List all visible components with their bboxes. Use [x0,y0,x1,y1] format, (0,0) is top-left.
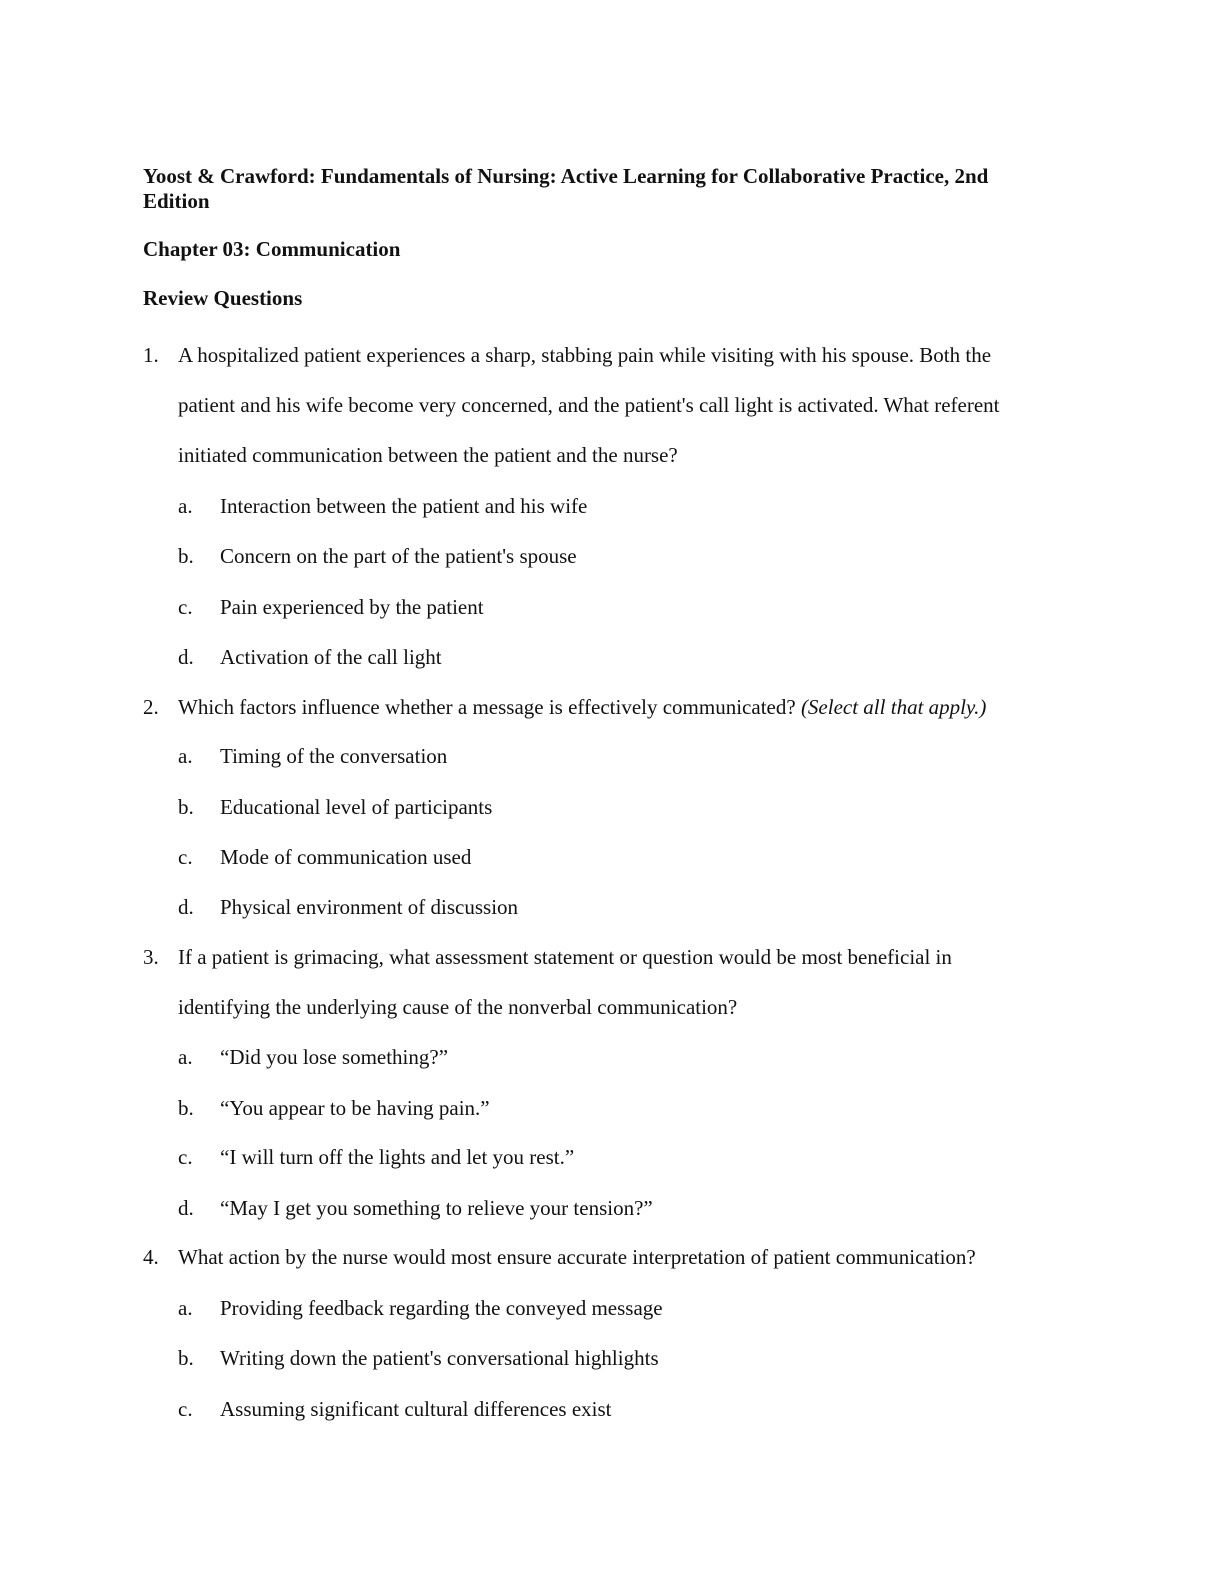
question-number: 1. [143,343,159,367]
option-letter: d. [178,1196,194,1220]
option-text: Activation of the call light [220,645,442,669]
question-text-line: What action by the nurse would most ensure accurate interpretation of patient communication? [178,1245,976,1269]
option-text: Concern on the part of the patient's spouse [220,544,577,568]
option-letter: a. [178,744,193,768]
section-heading: Review Questions [143,286,303,310]
option-letter: b. [178,795,194,819]
option-text: “May I get you something to relieve your tension?” [220,1196,653,1220]
question-number: 2. [143,695,159,719]
question-number: 3. [143,945,159,969]
option-letter: c. [178,1397,193,1421]
option-letter: a. [178,494,193,518]
question-text-line [178,693,986,721]
option-letter: c. [178,595,193,619]
option-text: Educational level of participants [220,795,493,819]
option-text: Assuming significant cultural differences exist [220,1397,612,1421]
option-letter: b. [178,544,194,568]
option-text: Writing down the patient's conversational highlights [220,1346,659,1370]
option-text: Timing of the conversation [220,744,448,768]
option-text: Interaction between the patient and his wife [220,494,588,518]
option-text: Physical environment of discussion [220,895,519,919]
chapter-heading: Chapter 03: Communication [143,237,401,261]
option-text: “I will turn off the lights and let you rest.” [220,1145,575,1169]
question-number: 4. [143,1245,159,1269]
question-text-line: A hospitalized patient experiences a sharp, stabbing pain while visiting with his spouse. Both the [178,343,992,367]
option-text: Mode of communication used [220,845,472,869]
question-text-line: If a patient is grimacing, what assessment statement or question would be most beneficial in [178,945,952,969]
question-text-line: patient and his wife become very concerned, and the patient's call light is activated. What referent [178,393,1000,417]
option-text: “You appear to be having pain.” [220,1096,490,1120]
option-letter: b. [178,1096,194,1120]
question-note: (Select all that apply.) [800,695,987,719]
question-text-line: identifying the underlying cause of the nonverbal communication? [178,995,738,1019]
question-text-line: initiated communication between the patient and the nurse? [178,443,678,467]
option-letter: a. [178,1045,193,1069]
option-letter: d. [178,895,194,919]
option-letter: c. [178,845,193,869]
option-letter: c. [178,1145,193,1169]
option-letter: d. [178,645,194,669]
question-text: Which factors influence whether a message is effectively communicated? [178,695,796,719]
option-text: “Did you lose something?” [220,1045,449,1069]
option-letter: a. [178,1296,193,1320]
option-text: Pain experienced by the patient [220,595,484,619]
option-text: Providing feedback regarding the conveyed message [220,1296,663,1320]
option-letter: b. [178,1346,194,1370]
document-title: Yoost & Crawford: Fundamentals of Nursing: Active Learning for Collaborative Practice, 2nd Edition [143,164,989,213]
